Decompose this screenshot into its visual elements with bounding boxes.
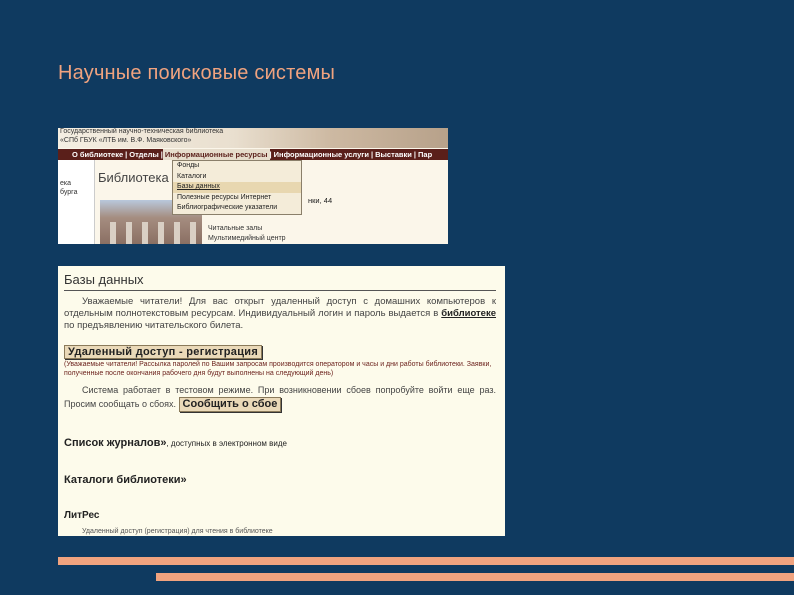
nav-separator: | (269, 150, 272, 159)
journals-link[interactable] (64, 437, 287, 449)
litres-link[interactable]: ЛитРес (64, 510, 100, 521)
intro-tail: по предъявлению читательского билета. (64, 320, 244, 331)
dropdown-item-bibliographic-indexes[interactable]: Библиографические указатели (177, 204, 278, 211)
remote-access-register-button[interactable]: Удаленный доступ - регистрация (64, 345, 262, 359)
report-failure-button[interactable]: Сообщить о сбое (179, 397, 282, 412)
library-link[interactable]: библиотеке (441, 308, 497, 319)
nav-about[interactable]: О библиотеке (72, 150, 124, 159)
sidebar-item[interactable]: бурга (60, 189, 78, 196)
password-note: (Уважаемые читатели! Рассылка паролей по Вашим запросам производится оператором и часы и дни работы библиотеки. Заявки, полученные после окончания рабочего дня будут выполнены на следующий день) (64, 361, 492, 377)
journals-subtitle: , доступных в электронном виде (166, 439, 287, 448)
info-resources-dropdown (172, 160, 302, 215)
decorative-bar-bottom (156, 573, 794, 581)
litres-description: Удаленный доступ (регистрация) для чтения в библиотеке (82, 528, 273, 535)
library-site-screenshot (58, 128, 448, 244)
nav-more[interactable]: Пар (418, 150, 433, 159)
site-header (58, 128, 448, 148)
slide-title: Научные поисковые системы (58, 62, 336, 84)
journals-title[interactable]: Список журналов» (64, 437, 167, 449)
dropdown-item-funds[interactable]: Фонды (177, 162, 200, 169)
nav-exhibitions[interactable]: Выставки (375, 150, 412, 159)
bottom-menu (208, 224, 286, 244)
title-divider (64, 290, 496, 291)
databases-title: Базы данных (64, 272, 144, 287)
catalogs-link[interactable]: Каталоги библиотеки» (64, 474, 187, 486)
dropdown-item-catalogs[interactable]: Каталоги (177, 172, 207, 180)
dropdown-item-databases[interactable]: Базы данных (173, 182, 301, 193)
dropdown-item-internet-resources[interactable]: Полезные ресурсы Интернет (177, 193, 272, 201)
test-mode-paragraph (64, 384, 496, 412)
sidebar (58, 160, 95, 244)
page-heading: Библиотека (98, 170, 169, 185)
org-name-line1: Государственный научно-техническая библиотека (60, 128, 224, 135)
test-mode-text: Система работает в тестовом режиме. При возникновении сбоев попробуйте войти еще раз. Просим сообщать о сбоях. (64, 385, 496, 409)
address-fragment: нки, 44 (308, 196, 333, 205)
nav-separator: | (160, 150, 163, 159)
intro-paragraph (64, 296, 496, 332)
nav-departments[interactable]: Отделы (129, 150, 159, 159)
intro-text: Уважаемые читатели! Для вас открыт удаленный доступ с домашних компьютеров к отдельным полнотекстовым ресурсам. Индивидуальный логин и пароль выдается в (64, 296, 496, 319)
site-nav (58, 149, 448, 160)
sidebar-item[interactable]: ека (60, 180, 72, 187)
databases-page-screenshot (58, 266, 505, 536)
menu-item-reading-rooms[interactable]: Читальные залы (208, 225, 263, 232)
menu-item-multimedia[interactable]: Мультимедийный центр (208, 235, 286, 242)
nav-separator: | (370, 150, 374, 159)
nav-separator: | (413, 150, 417, 159)
nav-separator: | (125, 150, 128, 159)
decorative-bar-top (58, 557, 794, 565)
nav-info-resources[interactable]: Информационные ресурсы (164, 150, 268, 159)
org-name-line2: «СПб ГБУК «ЛТБ им. В.Ф. Маяковского» (60, 137, 192, 144)
nav-info-services[interactable]: Информационные услуги (273, 150, 369, 159)
